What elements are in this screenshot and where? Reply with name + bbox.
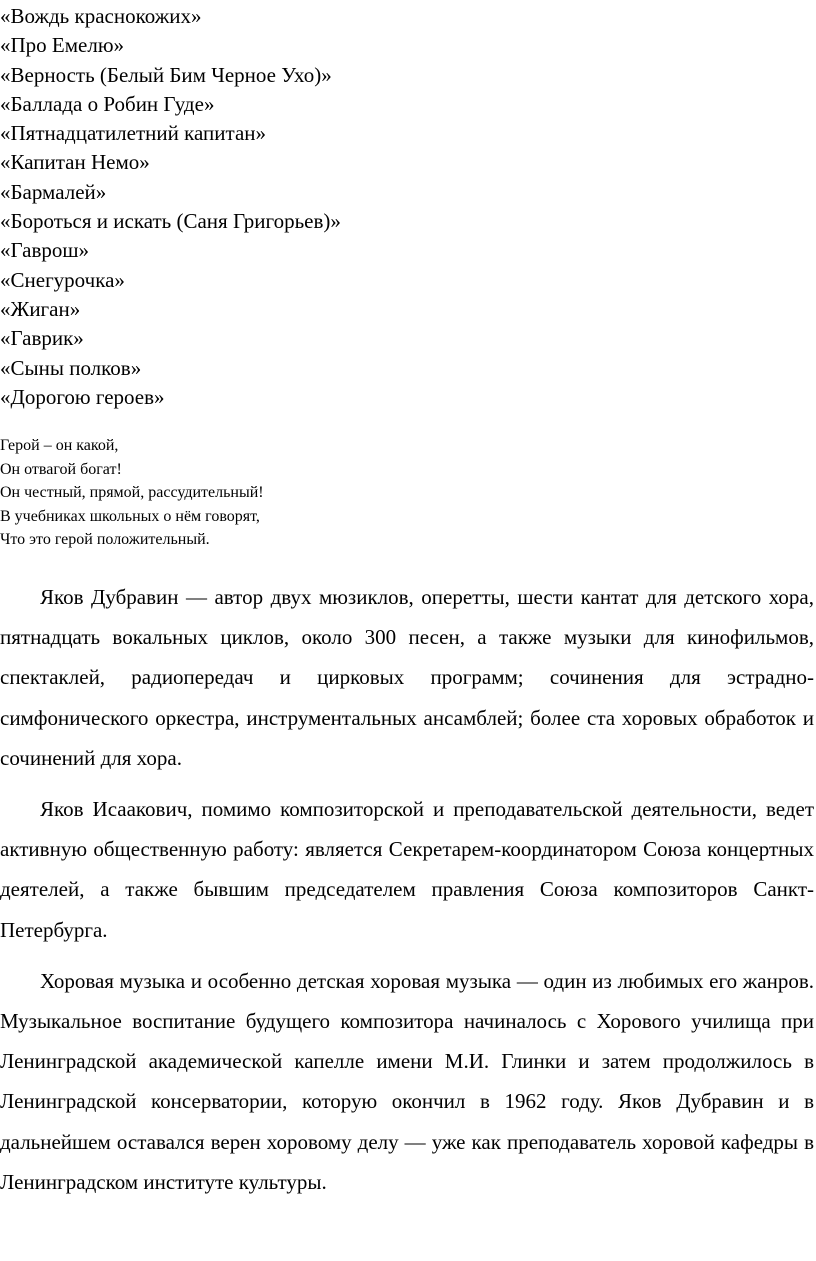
poem-line: Герой – он какой, — [0, 437, 119, 454]
title-item: «Пятнадцатилетний капитан» — [0, 121, 267, 146]
poem-line: В учебниках школьных о нём говорят, — [0, 507, 260, 525]
title-item: «Бороться и искать (Саня Григорьев)» — [0, 209, 341, 234]
title-item: «Дорогою героев» — [0, 384, 165, 409]
poem-line: Что это герой положительный. — [0, 531, 210, 549]
title-list — [0, 2, 800, 412]
poem-line: Он отвагой богат! — [0, 460, 122, 478]
poem-line: Он честный, прямой, рассудительный! — [0, 484, 264, 502]
title-item: «Про Емелю» — [0, 33, 125, 58]
title-item: «Бармалей» — [0, 179, 107, 204]
paragraph-choral-music: Хоровая музыка и особенно детская хоровая музыка — один из любимых его жанров. Музыкальное воспитание будущего композитора начиналось с Хорового училища при Ленинградской академической капелле имени М.И. Глинки и затем продолжилось в Ленинградской консерватории, которую окончил в 1962 году. Яков Дубравин и в дальнейшем оставался верен хоровому делу — уже как преподаватель хоровой кафедры в Ленинградском институте культуры. — [0, 968, 814, 1194]
title-item: «Жиган» — [0, 296, 81, 321]
title-item: «Снегурочка» — [0, 267, 125, 292]
title-item: «Вождь краснокожих» — [0, 4, 202, 28]
title-item: «Сыны полков» — [0, 355, 142, 380]
poem-stanza — [0, 434, 800, 552]
title-item: «Капитан Немо» — [0, 150, 150, 175]
biography-text — [0, 577, 814, 1213]
title-item: «Баллада о Робин Гуде» — [0, 91, 215, 116]
title-item: «Гаврош» — [0, 238, 90, 263]
title-item: «Верность (Белый Бим Черное Ухо)» — [0, 62, 332, 87]
paragraph-public-activity: Яков Исаакович, помимо композиторской и преподавательской деятельности, ведет активную общественную работу: является Секретарем-координатором Союза концертных деятелей, а также бывшим председателем правления Союза композиторов Санкт-Петербурга. — [0, 797, 814, 942]
title-item: «Гаврик» — [0, 326, 84, 351]
paragraph-works: Яков Дубравин — автор двух мюзиклов, оперетты, шести кантат для детского хора, пятнадцать вокальных циклов, около 300 песен, а также музыки для кинофильмов, спектаклей, радиопередач и цирковых программ; сочинения для эстрадно-симфонического оркестра, инструментальных ансамблей; более ста хоровых обработок и сочинений для хора. — [0, 585, 814, 770]
